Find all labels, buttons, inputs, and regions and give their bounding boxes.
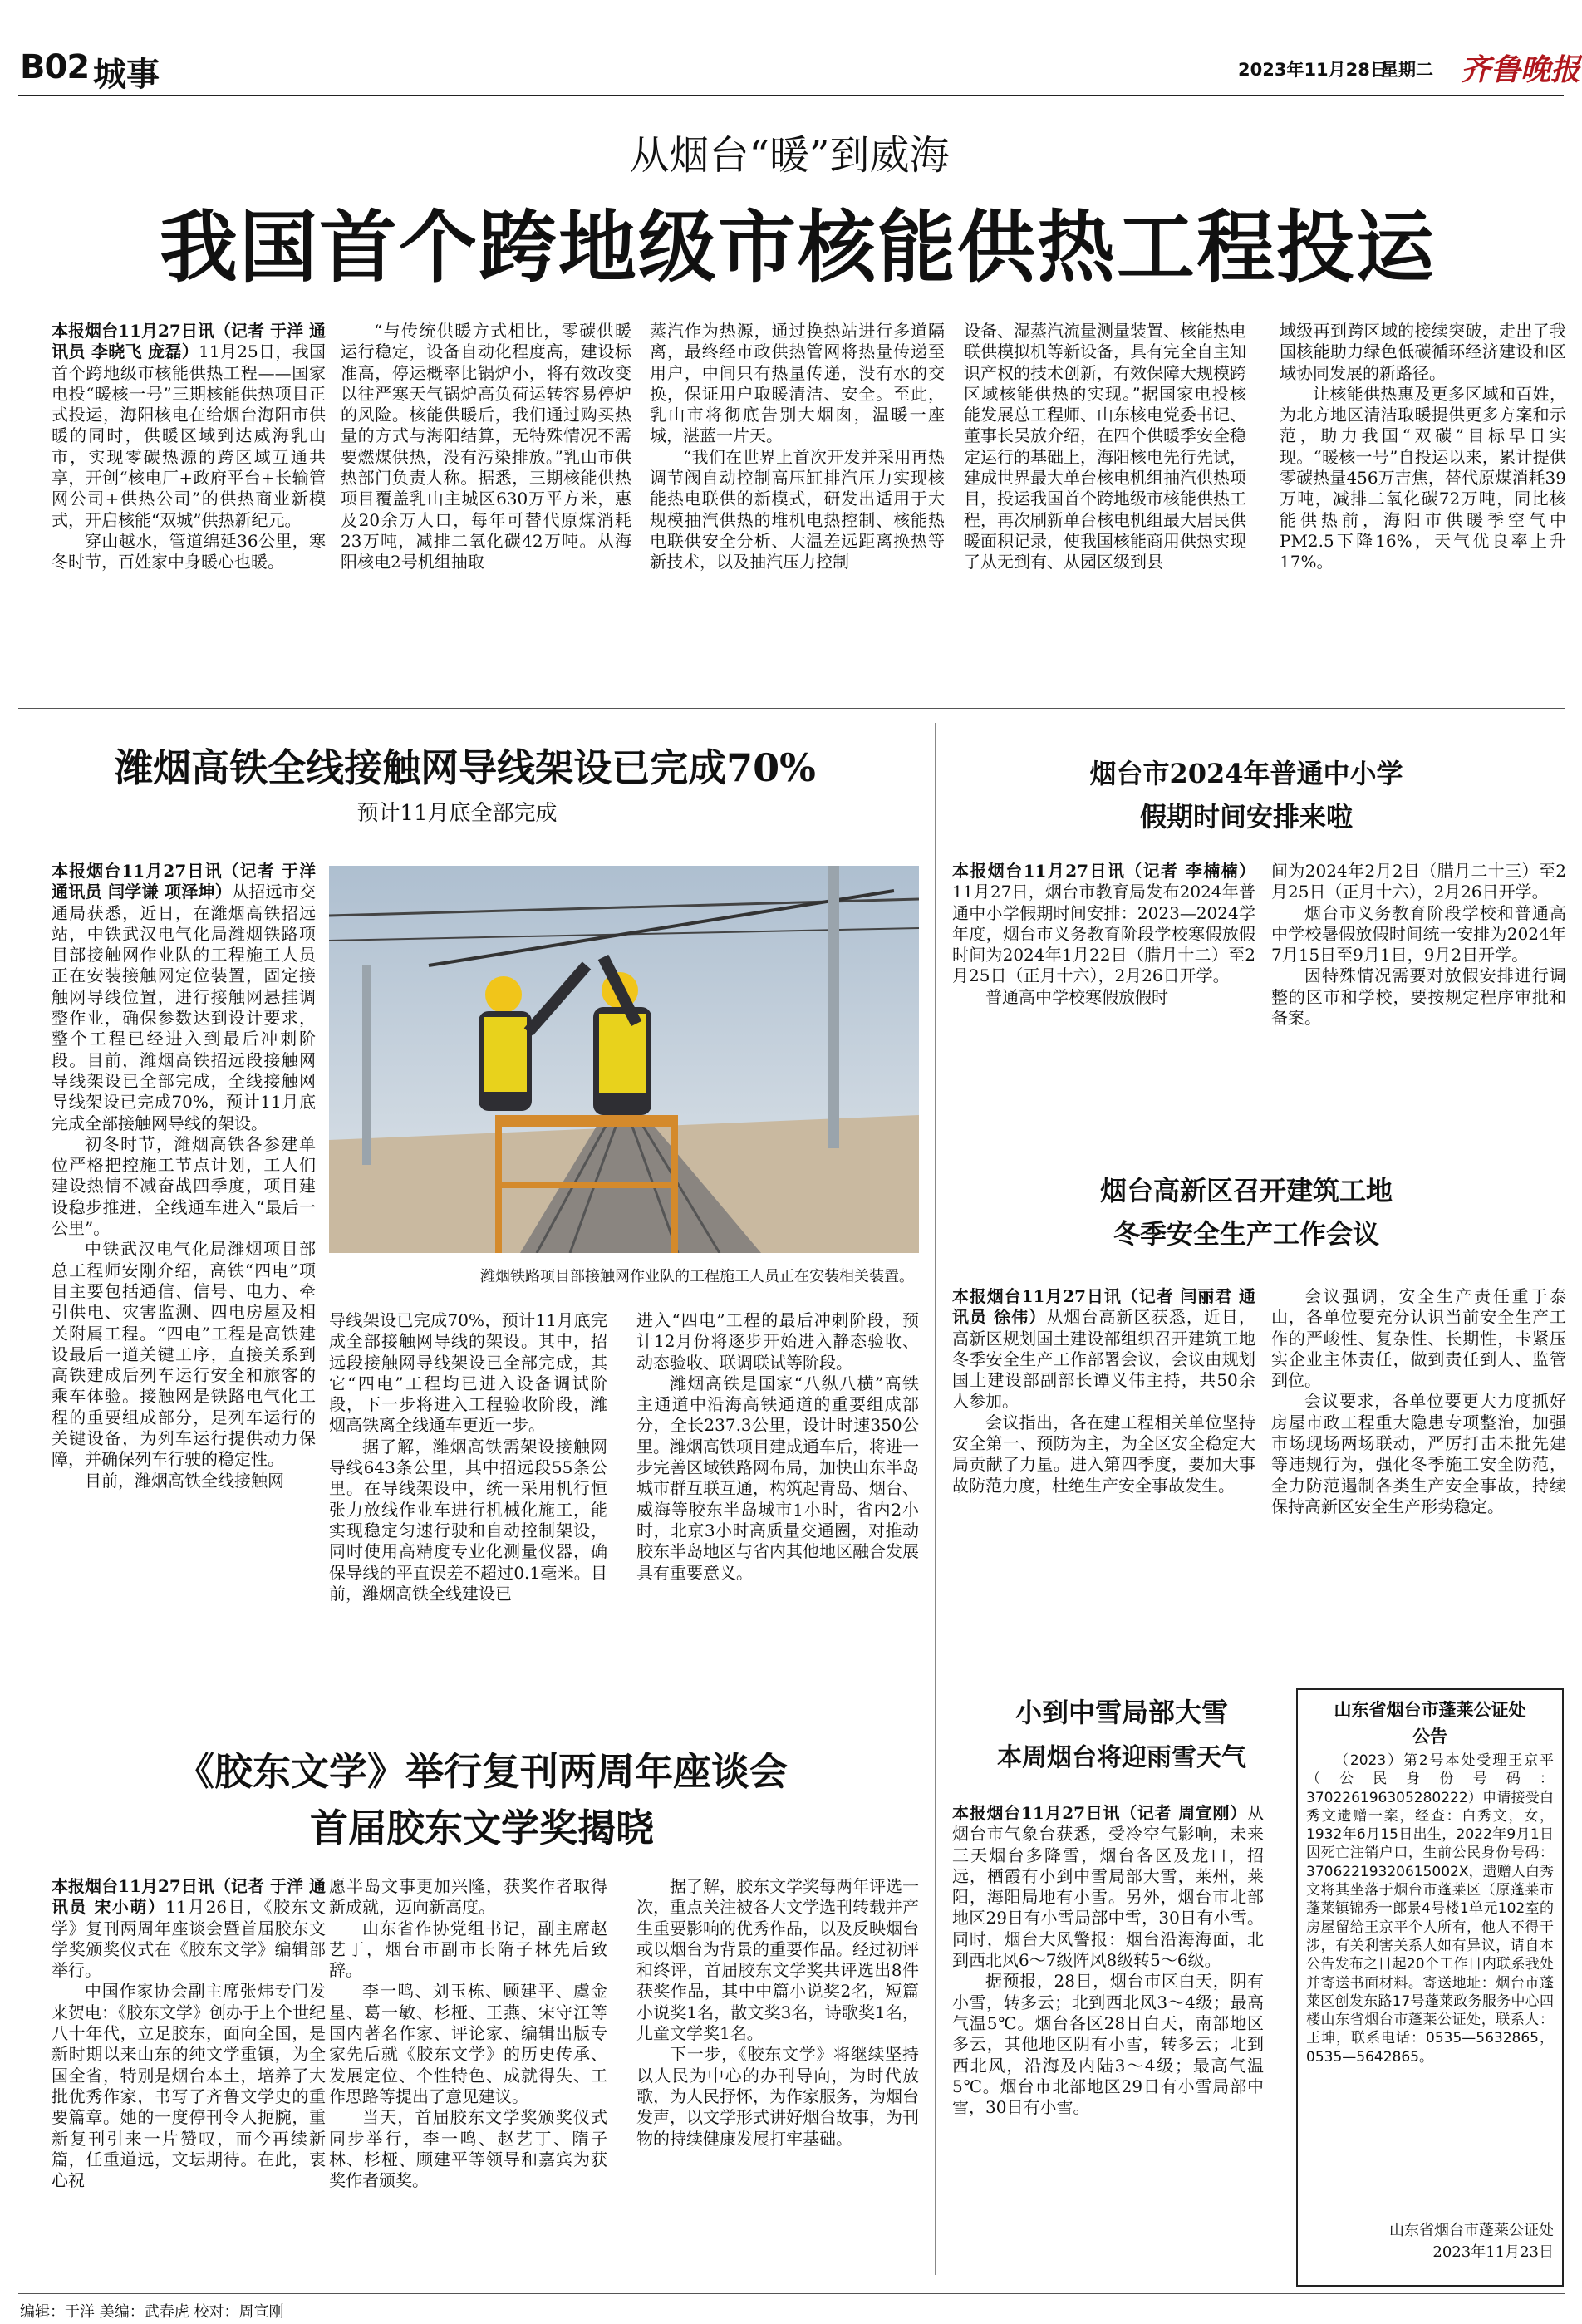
holiday-headline-line1: 烟台市2024年普通中小学 [1089, 758, 1403, 789]
header-rule [18, 95, 1564, 96]
weather-paragraph: 据预报，28日，烟台市区白天，阴有小雪，转多云；北到西北风3～4级；最高气温5℃。烟台各区28日白天，南部地区多云，其他地区阴有小雪，转多云；北到西北风，沿海及内陆3～4级；最高气温5℃。烟台市北部地区29日有小雪局部中雪，30日有小雪。 [952, 1971, 1264, 2118]
notice-signature: 山东省烟台市蓬莱公证处 [1389, 2222, 1554, 2239]
literature-byline: 本报烟台11月27日讯（记者 于洋 通讯员 宋小萌） [52, 1876, 326, 1918]
issue-weekday: 星期二 [1381, 60, 1433, 80]
lead-column-1 [52, 321, 326, 670]
holiday-byline: 本报烟台11月27日讯（记者 李楠楠） [952, 861, 1255, 881]
railway-paragraph: 据了解，潍烟高铁需架设接触网导线643条公里，其中招远段55条公里。在导线架设中，统一采用机行恒张力放线作业车进行机械化施工，能实现稳定匀速行驶和自动控制架设，同时使用高精度专业化测量仪器，确保导线的平直误差不超过0.1毫米。目前，潍烟高铁全线建设已 [329, 1436, 607, 1604]
safety-paragraph: 会议指出，各在建工程相关单位坚持安全第一、预防为主，为全区安全稳定大局贡献了力量。进入第四季度，要加大事故防范力度，杜绝生产安全事故发生。 [952, 1412, 1255, 1496]
holiday-paragraph: 烟台市义务教育阶段学校和普通高中学校暑假放假时间统一安排为2024年7月15日至9月1日，9月2日开学。 [1271, 902, 1566, 965]
safety-paragraph: 从烟台高新区获悉，近日，高新区规划国土建设部组织召开建筑工地冬季安全生产工作部署会议，会议由规划国土建设部副部长谭义伟主持，共50余人参加。 [952, 1307, 1255, 1412]
issue-date: 2023年11月28日 [1238, 60, 1388, 80]
section-divider [18, 708, 1565, 709]
section-name: 城事 [93, 55, 160, 94]
holiday-headline-line2: 假期时间安排来啦 [1139, 801, 1353, 833]
safety-headline-line2: 冬季安全生产工作会议 [1113, 1218, 1379, 1250]
weather-column [952, 1803, 1264, 2277]
literature-paragraph: 山东省作协党组书记，副主席赵艺丁，烟台市副市长隋子林先后致辞。 [329, 1918, 607, 1981]
lead-column-3 [650, 321, 945, 670]
lead-kicker: 从烟台“暖”到威海 [629, 132, 950, 179]
railway-column-2 [329, 1310, 607, 1688]
safety-headline-line1: 烟台高新区召开建筑工地 [1099, 1175, 1393, 1206]
literature-paragraph: 中国作家协会副主席张炜专门发来贺电：《胶东文学》创办于上个世纪八十年代，立足胶东，面向全国，是新时期以来山东的纯文学重镇，为全国全省，特别是烟台本土，培养了大批优秀作家，书写了齐鲁文学史的重要篇章。她的一度停刊令人扼腕，重新复刊引来一片赞叹，而今再续新篇，任重道远，文坛期待。在此，衷心祝 [52, 1981, 326, 2191]
railway-paragraph: 中铁武汉电气化局潍烟项目部总工程师安刚介绍，高铁“四电”项目主要包括通信、信号、电力、牵引供电、灾害监测、四电房屋及相关附属工程。“四电”工程是高铁建设最后一道关键工序，直接关系到高铁建成后列车运行安全和旅客的乘车体验。接触网是铁路电气化工程的重要组成部分，是列车运行的关键设备，为列车运行提供动力保障，并确保列车行驶的稳定性。 [52, 1239, 316, 1470]
holiday-paragraph: 11月27日，烟台市教育局发布2024年普通中小学假期时间安排：2023—2024学年度，烟台市义务教育阶段学校寒假放假时间为2024年1月22日（腊月十二）至2月25日（正月十六），2月26日开学。 [952, 882, 1255, 986]
weather-headline-line1: 小到中雪局部大雪 [1015, 1697, 1228, 1728]
literature-column-3 [636, 1876, 919, 2267]
lead-paragraph: 域级再到跨区域的接续突破，走出了我国核能助力绿色低碳循环经济建设和区域协同发展的新路径。 [1280, 321, 1566, 383]
safety-paragraph: 会议强调，安全生产责任重于泰山，各单位要充分认识当前安全生产工作的严峻性、复杂性、长期性，卡紧压实企业主体责任，做到责任到人、监管到位。 [1271, 1286, 1566, 1391]
newspaper-logo: 齐鲁晚报 [1461, 52, 1581, 87]
holiday-paragraph: 因特殊情况需要对放假安排进行调整的区市和学校，要按规定程序审批和备案。 [1271, 965, 1566, 1029]
lead-paragraph: “我们在世界上首次开发并采用再热调节阀自动控制高压缸排汽压力实现核能热电联供的新模式，研发出适用于大规模抽汽供热的堆机电热控制、核能热电联供安全分析、大温差远距离换热等新技术，以及抽汽压力控制 [650, 446, 945, 572]
notice-title-line2: 公告 [1412, 1726, 1447, 1747]
lead-headline: 我国首个跨地级市核能供热工程投运 [159, 202, 1436, 293]
notice-title-line1: 山东省烟台市蓬莱公证处 [1334, 1699, 1526, 1720]
literature-paragraph: 11月26日，《胶东文学》复刊两周年座谈会暨首届胶东文学奖颁奖仪式在《胶东文学》编辑部举行。 [52, 1897, 326, 1981]
railway-workers-image [329, 866, 919, 1253]
photo-caption: 潍烟铁路项目部接触网作业队的工程施工人员正在安装相关装置。 [480, 1268, 914, 1285]
literature-headline-line1: 《胶东文学》举行复刊两周年座谈会 [176, 1749, 788, 1794]
safety-paragraph: 会议要求，各单位要更大力度抓好房屋市政工程重大隐患专项整治，加强市场现场两场联动，严厉打击未批先建等违规行为，强化冬季施工安全防范，全力防范遏制各类生产安全事故，持续保持高新区安全生产形势稳定。 [1271, 1391, 1566, 1516]
lead-paragraph: 让核能供热惠及更多区域和百姓，为北方地区清洁取暖提供更多方案和示范，助力我国“双碳”目标早日实现。“暖核一号”自投运以来，累计提供零碳热量456万吉焦，替代原煤消耗39万吨，减排二氧化碳72万吨，同比核能供热前，海阳市供暖季空气中PM2.5下降16%，天气优良率上升17%。 [1280, 383, 1566, 572]
railway-column-1 [52, 861, 316, 1688]
holiday-paragraph: 普通高中学校寒假放假时 [985, 986, 1168, 1007]
railway-photo [329, 866, 919, 1253]
lead-byline: 本报烟台11月27日讯（记者 于洋 通讯员 李晓飞 庞磊） [52, 321, 326, 362]
railway-subheadline: 预计11月底全部完成 [356, 801, 558, 826]
literature-paragraph: 李一鸣、刘玉栋、顾建平、虞金星、葛一敏、杉桠、王燕、宋守江等国内著名作家、评论家、编辑出版专家先后就《胶东文学》的历史传承、发展定位、个性特色、成就得失、工作思路等提出了意见建议。 [329, 1981, 607, 2106]
footer-credits: 编辑：于洋 美编：武春虎 校对：周宣刚 [20, 2303, 284, 2321]
railway-paragraph: 从招远市交通局获悉，近日，在潍烟高铁招远站，中铁武汉电气化局潍烟铁路项目部接触网作业队的工程施工人员正在安装接触网定位装置，固定接触网导线位置，进行接触网悬挂调整作业，确保参数达到设计要求，整个工程已经进入到最后冲刺阶段。目前，潍烟高铁招远段接触网导线架设已全部完成，全线接触网导线架设已完成70%，预计11月底完成全部接触网导线的架设。 [52, 882, 316, 1133]
literature-paragraph: 下一步，《胶东文学》将继续坚持以人民为中心的办刊导向，为时代放歌，为人民抒怀，为作家服务，为烟台发声，以文学形式讲好烟台故事，为刊物的持续健康发展打牢基础。 [636, 2044, 919, 2149]
page-number: B02 [20, 48, 90, 86]
safety-column-2 [1271, 1286, 1566, 1652]
literature-headline-line2: 首届胶东文学奖揭晓 [310, 1806, 654, 1850]
holiday-column-1 [952, 861, 1255, 1110]
weather-headline-line2: 本周烟台将迎雨雪天气 [997, 1743, 1246, 1772]
column-rule [935, 1702, 936, 2275]
notice-body: （2023）第2号本处受理王京平（公民身份号码：370226196305280222）申请接受白秀文遗赠一案，经查：白秀文，女，1932年6月15日出生，2022年9月1日因死亡注销户口，生前公民身份号码：37062219320615002X，遗赠人白秀文将其坐落于烟台市蓬莱区（原蓬莱市蓬莱镇锦秀一郎景4号楼1单元102室的房屋留给王京平个人所有，他人不得干涉，有关利害关系人如有异议，请自本公告发布之日起20个工作日内联系我处并寄送书面材料。寄送地址：烟台市蓬莱区创发东路17号蓬莱政务服务中心四楼山东省烟台市蓬莱公证处，联系人：王坤，联系电话：0535—5632865，0535—5642865。 [1306, 1752, 1554, 2066]
weather-paragraph: 从烟台市气象台获悉，受冷空气影响，未来三天烟台多降雪，烟台各区及龙口，招远，栖霞有小到中雪局部大雪，莱州，莱阳，海阳局地有小雪。另外，烟台市北部地区29日有小雪局部中雪，30日有小雪。同时，烟台大风警报：烟台沿海海面，北到西北风6～7级阵风8级转5～6级。 [952, 1803, 1264, 1971]
notice-date: 2023年11月23日 [1432, 2243, 1554, 2261]
lead-paragraph: 蒸汽作为热源，通过换热站进行多道隔离，最终经市政供热管网将热量传递至用户，中间只有热量传递，没有水的交换，保证用户取暖清洁、安全。至此，乳山市将彻底告别大烟囱，温暖一座城，湛蓝一片天。 [650, 321, 945, 446]
lead-paragraph: “与传统供暖方式相比，零碳供暖运行稳定，设备自动化程度高，建设标准高，停运概率比锅炉小，将有效改变以往严寒天气锅炉高负荷运转容易停炉的风险。核能供暖后，我们通过购买热量的方式与海阳结算，无特殊情况不需要燃煤供热，没有污染排放。”乳山市供热部门负责人称。据悉，三期核能供热项目覆盖乳山主城区630万平方米，惠及20余万人口，每年可替代原煤消耗23万吨，减排二氧化碳42万吨。从海阳核电2号机组抽取 [341, 321, 631, 572]
railway-headline: 潍烟高铁全线接触网导线架设已完成70% [115, 745, 816, 790]
lead-paragraph: 11月25日，我国首个跨地级市核能供热工程——国家电投“暖核一号”三期核能供热项目正式投运，海阳核电在给烟台海阳市供暖的同时，供暖区域到达威海乳山市，实现零碳热源的跨区域互通共享，开创“核电厂+政府平台+长输管网公司+供热公司”的供热商业新模式，开启核能“双城”供热新纪元。 [52, 341, 326, 530]
lead-column-4 [964, 321, 1246, 670]
literature-column-2 [329, 1876, 607, 2267]
literature-paragraph: 据了解，胶东文学奖每两年评选一次，重点关注被各大文学选刊转载并产生重要影响的优秀作品，以及反映烟台或以烟台为背景的重要作品。经过初评和终评，首届胶东文学奖共评选出8件获奖作品，其中中篇小说奖2名，短篇小说奖1名，散文奖3名，诗歌奖1名，儿童文学奖1名。 [636, 1876, 919, 2044]
railway-byline: 本报烟台11月27日讯（记者 于洋 通讯员 闫学谦 项泽坤） [52, 861, 316, 902]
lead-paragraph: 设备、湿蒸汽流量测量装置、核能热电联供模拟机等新设备，具有完全自主知识产权的技术创新，有效保障大规模跨区域核能供热的实现。”据国家电投核能发展总工程师、山东核电党委书记、董事长吴放介绍，在四个供暖季安全稳定运行的基础上，海阳核电先行先试，建成世界最大单台核电机组抽汽供热项目，投运我国首个跨地级市核能供热工程，再次刷新单台核电机组最大居民供暖面积记录，使我国核能商用供热实现了从无到有、从园区级到县 [964, 321, 1246, 572]
railway-paragraph: 目前，潍烟高铁全线接触网 [85, 1470, 284, 1491]
lead-column-5 [1280, 321, 1566, 670]
lead-paragraph: 穿山越水，管道绵延36公里，寒冬时节，百姓家中身暖心也暖。 [52, 530, 326, 572]
safety-byline: 本报烟台11月27日讯（记者 闫丽君 通讯员 徐伟） [952, 1286, 1255, 1328]
footer-rule [18, 2293, 1565, 2294]
railway-paragraph: 潍烟高铁是国家“八纵八横”高铁主通道中沿海高铁通道的重要组成部分，全长237.3公里，设计时速350公里。潍烟高铁项目建成通车后，将进一步完善区域铁路网布局，加快山东半岛城市群互联互通，构筑起青岛、烟台、威海等胶东半岛城市1小时，省内2小时，北京3小时高质量交通圈，对推动胶东半岛地区与省内其他地区融合发展具有重要意义。 [636, 1373, 919, 1583]
literature-column-1 [52, 1876, 326, 2267]
railway-column-3 [636, 1310, 919, 1688]
holiday-paragraph: 间为2024年2月2日（腊月二十三）至2月25日（正月十六），2月26日开学。 [1271, 861, 1566, 902]
notice-box [1296, 1688, 1564, 2287]
lead-column-2 [341, 321, 631, 670]
column-rule [935, 723, 936, 1712]
literature-paragraph: 当天，首届胶东文学奖颁奖仪式同步举行，李一鸣、赵艺丁、隋子林、杉桠、顾建平等领导和嘉宾为获奖作者颁奖。 [329, 2107, 607, 2191]
railway-paragraph: 初冬时节，潍烟高铁各参建单位严格把控施工节点计划，工人们建设热情不减奋战四季度，项目建设稳步推进，全线通车进入“最后一公里”。 [52, 1133, 316, 1239]
literature-paragraph: 愿半岛文事更加兴隆，获奖作者取得新成就，迈向新高度。 [329, 1876, 607, 1918]
railway-paragraph: 导线架设已完成70%，预计11月底完成全部接触网导线的架设。其中，招远段接触网导线架设已全部完成，其它“四电”工程均已进入设备调试阶段，下一步将进入工程验收阶段，潍烟高铁离全线通车更近一步。 [329, 1310, 607, 1436]
holiday-column-2 [1271, 861, 1566, 1110]
railway-paragraph: 进入“四电”工程的最后冲刺阶段，预计12月份将逐步开始进入静态验收、动态验收、联调联试等阶段。 [636, 1310, 919, 1373]
safety-column-1 [952, 1286, 1255, 1652]
weather-byline: 本报烟台11月27日讯（记者 周宣刚） [952, 1803, 1247, 1823]
